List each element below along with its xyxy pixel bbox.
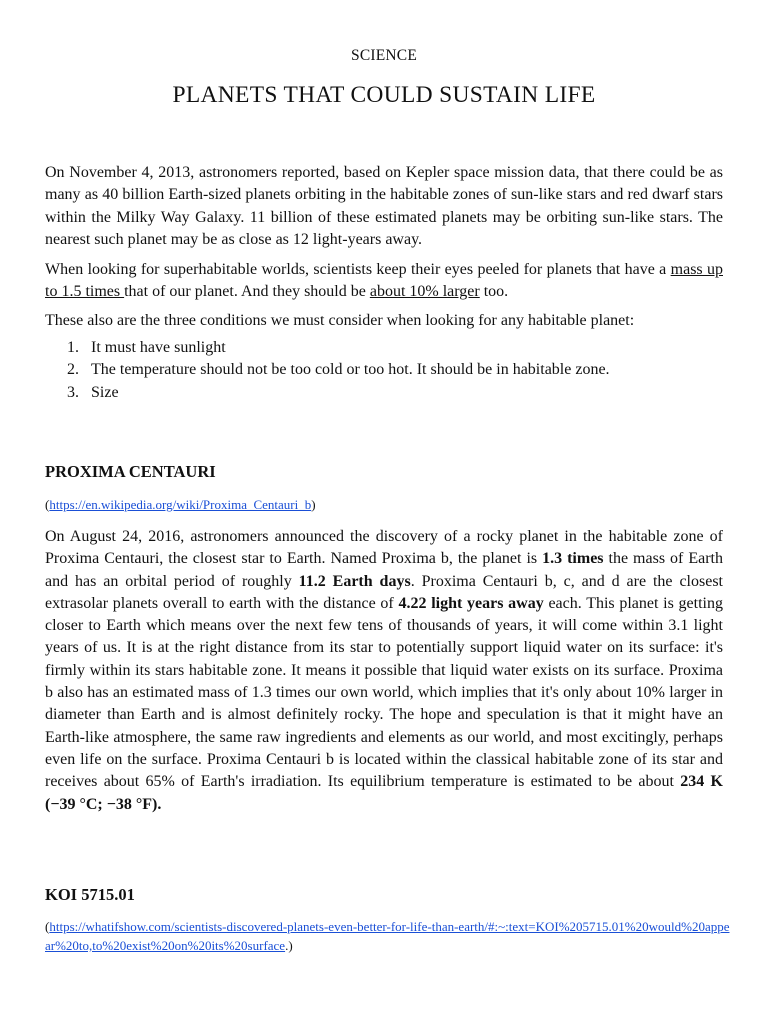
text-run: that of our planet. And they should be — [124, 283, 370, 301]
koi-source — [45, 917, 735, 955]
underlined-mass: mass up to 1.5 times — [45, 260, 723, 301]
text-run: the mass of Earth and has an orbital period of roughly — [45, 550, 724, 590]
list-text: The temperature should not be too cold or too hot. It should be in habitable zone. — [91, 361, 610, 379]
bold-orbit: 11.2 Earth days — [298, 572, 411, 590]
intro-paragraph-2 — [45, 259, 723, 304]
list-number: 2. — [67, 361, 79, 379]
intro-section — [45, 162, 723, 404]
section-heading-proxima: PROXIMA CENTAURI — [45, 462, 216, 481]
bold-mass: 1.3 times — [542, 550, 604, 568]
paren: ( — [45, 919, 50, 934]
proxima-link[interactable]: https://en.wikipedia.org/wiki/Proxima_Centauri_b — [49, 497, 312, 512]
intro-paragraph-3: These also are the three conditions we must consider when looking for any habitable planet: — [45, 312, 635, 330]
conditions-list — [45, 337, 723, 404]
paren: ( — [45, 497, 50, 512]
list-item — [45, 337, 723, 359]
list-text: Size — [91, 383, 119, 401]
bold-distance: 4.22 light years away — [398, 594, 544, 612]
paren: .) — [285, 938, 293, 953]
list-item — [45, 382, 723, 404]
proxima-source — [45, 497, 316, 513]
list-text: It must have sunlight — [91, 338, 226, 356]
paren: ) — [311, 497, 316, 512]
text-run: . Proxima Centauri b, c, and d are the closest extrasolar planets overall to earth with the distance of — [45, 572, 723, 612]
list-item — [45, 359, 723, 381]
text-run: too. — [479, 283, 509, 301]
bold-temperature: 234 K (−39 °C; −38 °F). — [45, 773, 724, 813]
section-heading-koi: KOI 5715.01 — [45, 885, 135, 904]
category-label: SCIENCE — [351, 47, 417, 64]
text-run: When looking for superhabitable worlds, scientists keep their eyes peeled for planets that have a — [45, 260, 671, 278]
underlined-size: about 10% larger — [369, 283, 480, 301]
text-run: On August 24, 2016, astronomers announced the discovery of a rocky planet in the habitable zone of Proxima Centauri, the closest star to Earth. Named Proxima b, the planet is — [45, 528, 723, 568]
text-run: each. This planet is getting closer to Earth which means over the next few tens of thousands of years, it will come within 3.1 light years of us. It is at the right distance from its star to potentially support liquid water on its surface: it's firmly within its stars habitable zone. It means it possible that liquid water exists on its surface. Proxima b also has an estimated mass of 1.3 times our own world, which implies that it's only about 10% larger in diameter than Earth and is almost definitely rocky. The hope and speculation is that it might have an Earth-like atmosphere, the same raw ingredients and elements as our world, and most excitingly, perhaps even life on the surface. Proxima Centauri b is located within the classical habitable zone of its star and receives about 65% of Earth's irradiation. Its equilibrium temperature is estimated to be about — [45, 594, 723, 791]
koi-link[interactable]: https://whatifshow.com/scientists-discovered-planets-even-better-for-life-than-earth/#:~:text=KOI%205715.01%20would%20appear%20to,to%20exist%20on%20its%20surface — [45, 919, 730, 953]
proxima-paragraph — [45, 526, 723, 816]
intro-paragraph-1: On November 4, 2013, astronomers reported, based on Kepler space mission data, that there could be as many as 40 billion Earth-sized planets orbiting in the habitable zones of sun-like stars and red dwarf stars within the Milky Way Galaxy. 11 billion of these estimated planets may be orbiting sun-like stars. The nearest such planet may be as close as 12 light-years away. — [45, 164, 723, 249]
page-title: PLANETS THAT COULD SUSTAIN LIFE — [172, 82, 596, 108]
list-number: 1. — [67, 338, 79, 356]
list-number: 3. — [67, 383, 79, 401]
